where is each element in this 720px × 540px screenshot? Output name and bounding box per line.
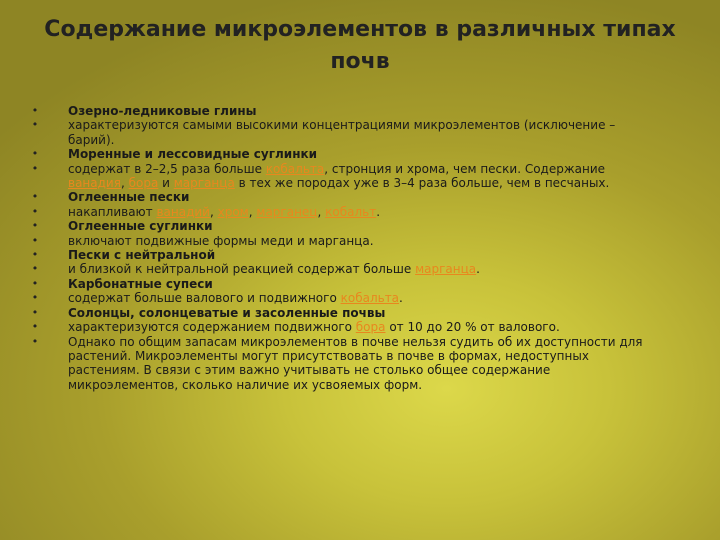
item-text (68, 306, 385, 320)
list-item-heading (30, 248, 658, 262)
text-segment: . (476, 262, 480, 277)
bullet-icon: • (31, 219, 39, 233)
text-segment: Пески с нейтральной (68, 248, 216, 263)
list-item (30, 335, 658, 393)
slide-title: Содержание микроэлементов в различных типах почв (44, 17, 676, 74)
text-segment: Оглеенные суглинки (68, 219, 213, 234)
text-segment: от 10 до 20 % от валового. (385, 320, 560, 335)
list-item (30, 291, 658, 305)
item-text (68, 320, 560, 334)
text-segment: , (248, 204, 257, 219)
text-segment: Карбонатные супеси (68, 276, 213, 291)
element-link[interactable]: ванадий (156, 204, 210, 219)
text-segment: . (376, 204, 381, 219)
element-link[interactable]: кобальта (340, 291, 400, 306)
bullet-icon: • (31, 305, 39, 319)
text-segment: содержат больше валового и подвижного (68, 291, 341, 306)
list-item (30, 162, 658, 191)
bullet-icon: • (31, 334, 39, 348)
text-segment: , (120, 176, 129, 191)
text-segment: Оглеенные пески (68, 190, 190, 205)
text-segment: накапливают (68, 204, 157, 219)
item-text (68, 118, 615, 146)
item-text (68, 147, 317, 161)
item-text (68, 219, 213, 233)
bullet-icon: • (31, 147, 39, 161)
item-text (68, 205, 380, 219)
list-item-heading (30, 277, 658, 291)
bullet-icon: • (31, 233, 39, 247)
text-segment: характеризуются самыми высокими концентрациями микроэлементов (исключение – барий). (68, 118, 616, 147)
bullet-icon: • (31, 248, 39, 262)
text-segment: , (317, 204, 326, 219)
text-segment: . (399, 291, 403, 306)
item-text (68, 248, 215, 262)
element-link[interactable]: марганца (415, 262, 477, 277)
list-item (30, 205, 658, 219)
bullet-icon: • (31, 104, 39, 117)
list-item (30, 234, 658, 248)
element-link[interactable]: хром (217, 204, 249, 219)
text-segment: , (209, 204, 218, 219)
bullet-icon: • (31, 161, 39, 175)
list-item-heading (30, 306, 658, 320)
bullet-icon: • (31, 118, 39, 132)
text-segment: и близкой к нейтральной реакцией содержат больше (68, 262, 416, 277)
element-link[interactable]: бора (128, 176, 159, 191)
element-link[interactable]: кобальта (265, 161, 325, 176)
bullet-list (30, 104, 658, 392)
list-item-heading (30, 104, 658, 118)
text-segment: Солонцы, солонцеватые и засоленные почвы (68, 305, 386, 320)
text-segment: содержат в 2–2,5 раза больше (68, 161, 266, 176)
list-item (30, 262, 658, 276)
bullet-icon: • (31, 320, 39, 334)
bullet-icon: • (31, 204, 39, 218)
element-link[interactable]: ванадия (68, 176, 121, 191)
text-segment: в тех же породах уже в 3–4 раза больше, чем в песчаных. (234, 176, 610, 191)
element-link[interactable]: бора (355, 320, 386, 335)
text-segment: включают подвижные формы меди и марганца. (68, 233, 374, 248)
text-segment: Моренные и лессовидные суглинки (68, 147, 318, 162)
element-link[interactable]: кобальт (325, 204, 377, 219)
bullet-icon: • (31, 291, 39, 305)
text-segment: и (158, 176, 174, 191)
bullet-icon: • (31, 276, 39, 290)
item-text (68, 277, 213, 291)
item-text (68, 104, 257, 118)
element-link[interactable]: марганца (173, 176, 235, 191)
element-link[interactable]: марганец (256, 204, 318, 219)
item-text (68, 234, 374, 248)
item-text (68, 190, 189, 204)
item-text (68, 162, 609, 190)
list-item-heading (30, 219, 658, 233)
item-text (68, 291, 403, 305)
item-text (68, 335, 643, 392)
bullet-icon: • (31, 190, 39, 204)
list-item (30, 118, 658, 147)
bullet-icon: • (31, 262, 39, 276)
list-item (30, 320, 658, 334)
list-item-heading (30, 147, 658, 161)
list-item-heading (30, 190, 658, 204)
text-segment: характеризуются содержанием подвижного (68, 320, 356, 335)
item-text (68, 262, 480, 276)
text-segment: Озерно-ледниковые глины (68, 104, 257, 118)
text-segment: Однако по общим запасам микроэлементов в почве нельзя судить об их доступности для растений. Микроэлементы могут присутствовать в почве в формах, недоступных растениям. В связи с этим важно учитывать не столько общее содержание микроэлементов, сколько наличие их усвояемых форм. (68, 334, 643, 392)
text-segment: , стронция и хрома, чем пески. Содержание (324, 161, 606, 176)
